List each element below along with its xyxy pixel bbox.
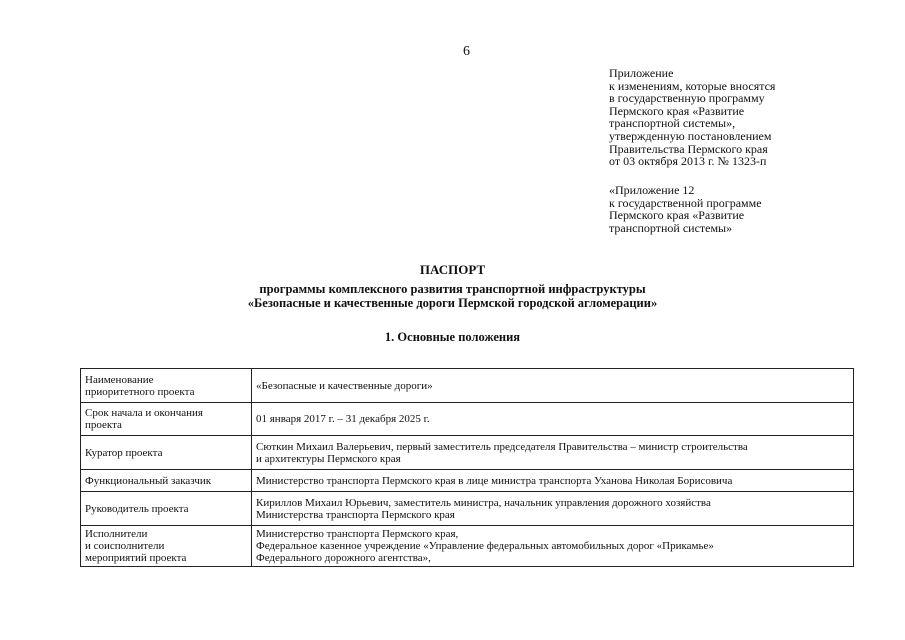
table-row [81,403,854,436]
appendix12-line: «Приложение 12 [609,183,695,197]
row-label [81,436,252,470]
document-subtitle [0,282,905,310]
appendix-line: Приложение [609,66,674,80]
value-line: Сюткин Михаил Валерьевич, первый заместитель председателя Правительства – министр строительства [256,440,748,453]
value-line: Министерство транспорта Пермского края в лице министра транспорта Уханова Николая Борисовича [256,474,733,487]
value-line: Федерального дорожного агентства», [256,552,431,564]
value-line: Министерство транспорта Пермского края, [256,528,459,540]
appendix-line: к изменениям, которые вносятся [609,78,776,93]
appendix-line: Правительства Пермского края [609,141,768,156]
value-line: Кириллов Михаил Юрьевич, заместитель министра, начальник управления дорожного хозяйства [256,496,711,509]
row-value [252,470,854,492]
row-label [81,369,252,403]
label-line: Руководитель проекта [85,502,189,515]
appendix-12-note [609,184,762,234]
label-line: Куратор проекта [85,446,163,459]
row-label [81,403,252,436]
document-title: ПАСПОРТ [419,262,486,277]
row-label [81,492,252,526]
appendix-line: в государственную программу [609,91,765,106]
section-heading: 1. Основные положения [384,330,521,344]
value-line: «Безопасные и качественные дороги» [256,379,433,392]
value-line: Федеральное казенное учреждение «Управление федеральных автомобильных дорог «Прикамье» [256,540,714,552]
label-line: мероприятий проекта [85,552,187,564]
value-line: и архитектуры Пермского края [256,452,401,465]
label-line: Срок начала и окончания [85,407,203,419]
appendix-note [609,67,775,168]
row-value [252,369,854,403]
table-row [81,492,854,526]
label-line: и соисполнители [85,540,165,552]
appendix-line: от 03 октября 2013 г. № 1323-п [609,154,767,169]
appendix12-line: Пермского края «Развитие [609,208,745,223]
label-line: проекта [85,419,122,431]
appendix12-line: транспортной системы» [609,220,733,235]
row-value [252,436,854,470]
label-line: Функциональный заказчик [85,474,212,487]
label-line: Наименование [85,373,154,386]
row-value [252,526,854,567]
value-line: 01 января 2017 г. – 31 декабря 2025 г. [256,413,430,425]
row-label [81,470,252,492]
label-line: Исполнители [85,528,148,540]
subtitle-line: программы комплексного развития транспортной инфраструктуры [259,282,646,296]
page-number: 6 [463,44,470,59]
appendix-line: утвержденную постановлением [609,128,772,143]
row-value [252,403,854,436]
table-row [81,436,854,470]
appendix-line: Пермского края «Развитие [609,103,745,118]
label-line: приоритетного проекта [85,385,195,398]
subtitle-line: «Безопасные и качественные дороги Пермской городской агломерации» [247,296,658,310]
table-row [81,369,854,403]
table-row [81,526,854,567]
appendix-line: транспортной системы», [609,116,736,131]
value-line: Министерства транспорта Пермского края [256,508,455,521]
row-label [81,526,252,567]
appendix12-line: к государственной программе [609,195,762,210]
passport-table [80,368,854,567]
row-value [252,492,854,526]
table-row [81,470,854,492]
